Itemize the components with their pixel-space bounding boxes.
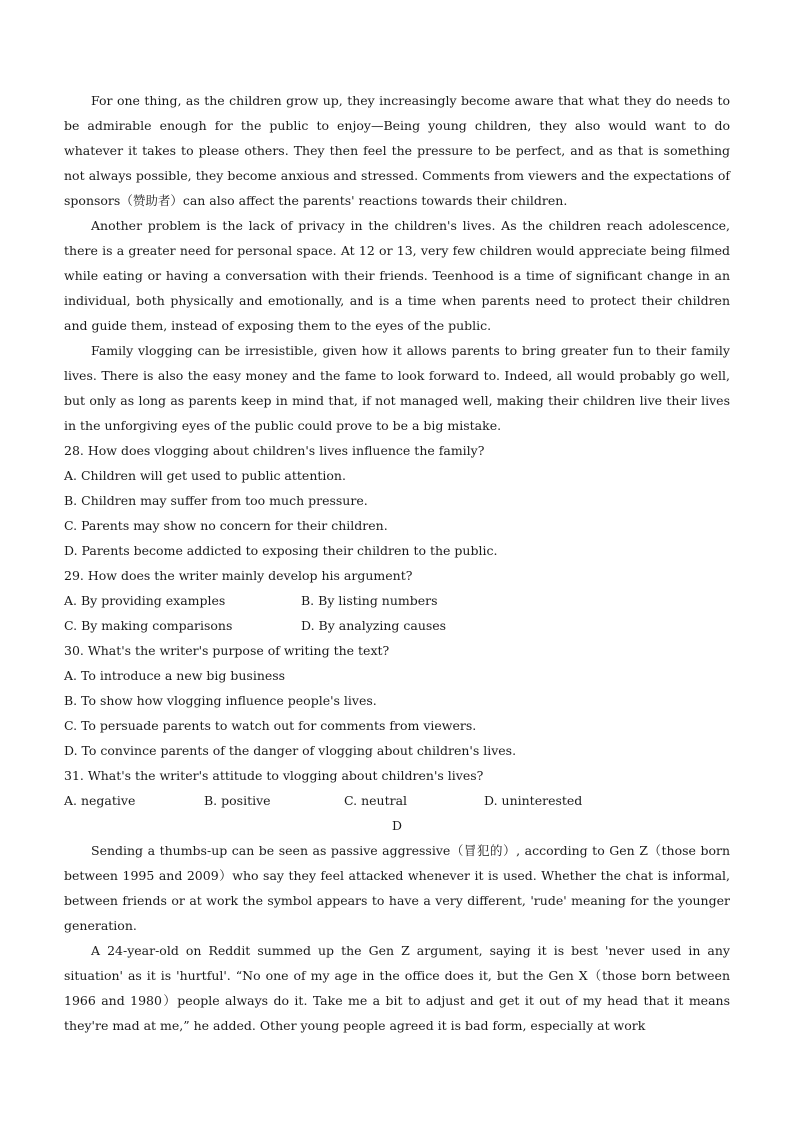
question-stem: 28. How does vlogging about children's lives influence the family? — [64, 443, 485, 458]
passage-c-paragraph: Family vlogging can be irresistible, given how it allows parents to bring greater fun to their family lives. There is also the easy money and the fame to look forward to. Indeed, all would probably go well, but only as long as parents keep in mind that, if not managed well, making their children live their lives in the unforgiving eyes of the public could prove to be a big mistake. — [64, 343, 730, 433]
answer-option: D. Parents become addicted to exposing their children to the public. — [64, 543, 498, 558]
answer-option: A. By providing examples — [64, 593, 226, 608]
option-row — [64, 588, 730, 613]
answer-option: C. By making comparisons — [64, 618, 233, 633]
answer-option: B. By listing numbers — [301, 593, 438, 608]
question-29 — [64, 563, 730, 638]
answer-option: C. Parents may show no concern for their children. — [64, 518, 388, 533]
document-page — [64, 88, 730, 1038]
answer-option: A. negative — [64, 793, 136, 808]
section-label: D — [391, 818, 403, 833]
answer-option: A. To introduce a new big business — [64, 668, 286, 683]
answer-option: B. Children may suffer from too much pressure. — [64, 493, 368, 508]
answer-option: A. Children will get used to public attention. — [64, 468, 346, 483]
question-31 — [64, 763, 730, 813]
question-stem: 30. What's the writer's purpose of writing the text? — [64, 643, 390, 658]
answer-option: C. neutral — [344, 793, 408, 808]
passage-c-paragraph: Another problem is the lack of privacy in the children's lives. As the children reach adolescence, there is a greater need for personal space. At 12 or 13, very few children would appreciate being filmed while eating or having a conversation with their friends. Teenhood is a time of significant change in an individual, both physically and emotionally, and is a time when parents need to protect their children and guide them, instead of exposing them to the eyes of the public. — [64, 218, 730, 333]
question-stem: 31. What's the writer's attitude to vlogging about children's lives? — [64, 768, 484, 783]
answer-option: B. To show how vlogging influence people's lives. — [64, 693, 377, 708]
option-row — [64, 788, 730, 813]
passage-d-paragraph: Sending a thumbs-up can be seen as passive aggressive（冒犯的）, according to Gen Z（those born between 1995 and 2009）who say they feel attacked whenever it is used. Whether the chat is informal, between friends or at work the symbol appears to have a very different, 'rude' meaning for the younger generation. — [64, 843, 730, 933]
passage-d-paragraph: A 24-year-old on Reddit summed up the Gen Z argument, saying it is best 'never used in any situation' as it is 'hurtful'. “No one of my age in the office does it, but the Gen X（those born between 1966 and 1980）people always do it. Take me a bit to adjust and get it out of my head that it means they're mad at me,” he added. Other young people agreed it is bad form, especially at work — [64, 943, 730, 1033]
answer-option: D. To convince parents of the danger of vlogging about children's lives. — [64, 743, 517, 758]
question-30 — [64, 638, 730, 763]
answer-option: C. To persuade parents to watch out for comments from viewers. — [64, 718, 477, 733]
question-stem: 29. How does the writer mainly develop his argument? — [64, 568, 413, 583]
answer-option: D. By analyzing causes — [301, 618, 447, 633]
question-28 — [64, 438, 730, 563]
answer-option: B. positive — [204, 793, 271, 808]
passage-c-paragraph: For one thing, as the children grow up, they increasingly become aware that what they do needs to be admirable enough for the public to enjoy—Being young children, they also would want to do whatever it takes to please others. They then feel the pressure to be perfect, and as that is something not always possible, they become anxious and stressed. Comments from viewers and the expectations of sponsors（赞助者）can also affect the parents' reactions towards their children. — [64, 93, 730, 208]
option-row — [64, 613, 730, 638]
answer-option: D. uninterested — [484, 793, 583, 808]
